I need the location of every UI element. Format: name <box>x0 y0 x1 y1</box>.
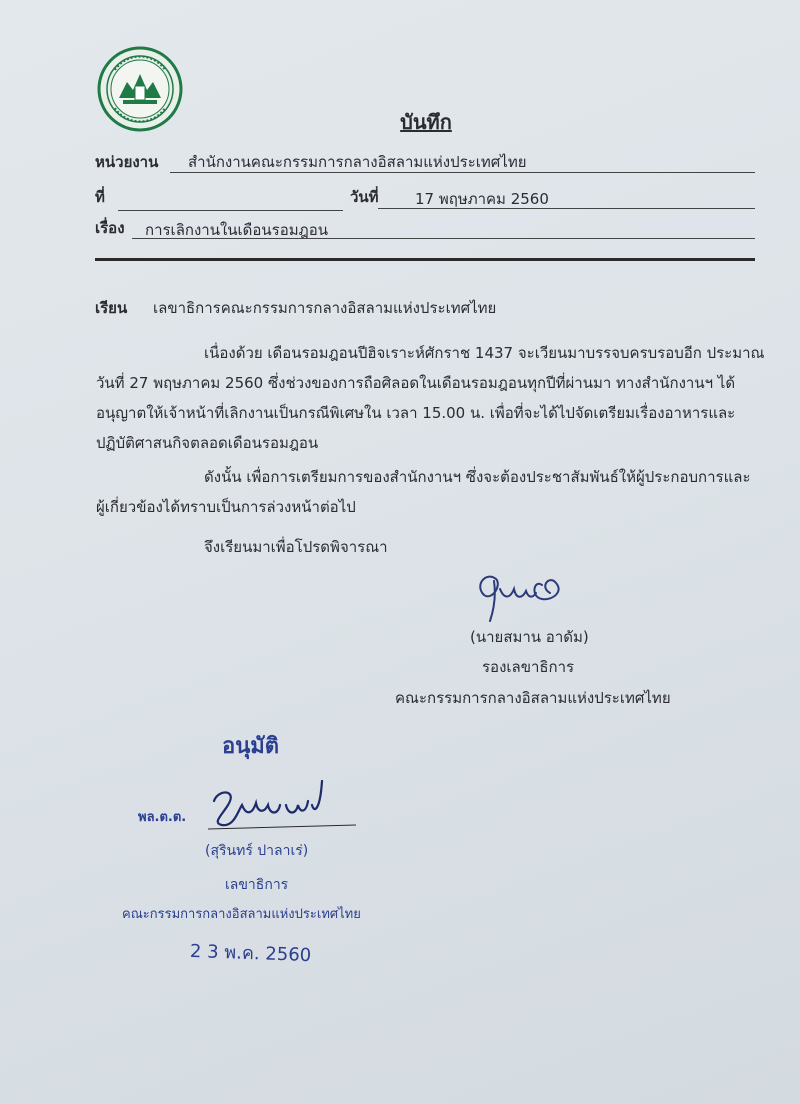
date-value: 17 พฤษภาคม 2560 <box>415 190 549 208</box>
subject-line <box>132 238 755 239</box>
date-line <box>378 208 755 209</box>
signer-name: (นายสมาน อาดัม) <box>470 628 589 646</box>
ref-label: ที่ <box>95 188 105 206</box>
signer-signature <box>470 565 580 625</box>
agency-label: หน่วยงาน <box>95 153 159 171</box>
paragraph-2-line: ดังนั้น เพื่อการเตรียมการของสำนักงานฯ ซึ่งจะต้องประชาสัมพันธ์ให้ผู้ประกอบการและ <box>204 468 751 486</box>
approval-stamp: อนุมัติ <box>222 734 280 759</box>
subject-value: การเลิกงานในเดือนรอมฎอน <box>145 221 328 239</box>
date-label: วันที่ <box>350 188 379 206</box>
paragraph-2-line: ผู้เกี่ยวข้องได้ทราบเป็นการล่วงหน้าต่อไป <box>96 498 356 516</box>
header-divider <box>95 258 755 261</box>
approver-name: (สุรินทร์ ปาลาเร่) <box>205 843 309 859</box>
paragraph-1-line: เนื่องด้วย เดือนรอมฎอนปีฮิจเราะห์ศักราช 1437 จะเวียนมาบรรจบครบรอบอีก ประมาณ <box>204 344 765 362</box>
paragraph-2 <box>96 462 760 522</box>
subject-label: เรื่อง <box>95 219 125 237</box>
signer-organization: คณะกรรมการกลางอิสลามแห่งประเทศไทย <box>395 689 671 707</box>
approver-organization: คณะกรรมการกลางอิสลามแห่งประเทศไทย <box>122 907 361 922</box>
memo-title: บันทึก <box>400 110 452 134</box>
agency-value: สำนักงานคณะกรรมการกลางอิสลามแห่งประเทศไทย <box>188 153 527 171</box>
paragraph-1-line: วันที่ 27 พฤษภาคม 2560 ซึ่งช่วงของการถือศิลอดในเดือนรอมฎอนทุกปีที่ผ่านมา ทางสำนักงานฯ ได้ <box>96 374 736 392</box>
paragraph-1-line: ปฏิบัติศาสนกิจตลอดเดือนรอมฎอน <box>96 434 319 452</box>
salutation-label: เรียน <box>95 299 128 317</box>
closing-text: จึงเรียนมาเพื่อโปรดพิจารณา <box>204 538 388 556</box>
approver-signature <box>208 775 358 835</box>
approval-date-stamp: 2 3 พ.ค. 2560 <box>189 940 312 967</box>
salutation-value: เลขาธิการคณะกรรมการกลางอิสลามแห่งประเทศไทย <box>153 299 497 317</box>
paragraph-1 <box>96 338 765 458</box>
paragraph-1-line: อนุญาตให้เจ้าหน้าที่เลิกงานเป็นกรณีพิเศษใน เวลา 15.00 น. เพื่อที่จะได้ไปจัดเตรียมเรื่องอาหารและ <box>96 404 736 422</box>
approver-rank: พล.ต.ต. <box>138 810 187 825</box>
approver-position: เลขาธิการ <box>225 877 289 893</box>
signer-position: รองเลขาธิการ <box>482 658 575 676</box>
agency-line <box>170 172 755 173</box>
ref-line <box>118 210 343 211</box>
